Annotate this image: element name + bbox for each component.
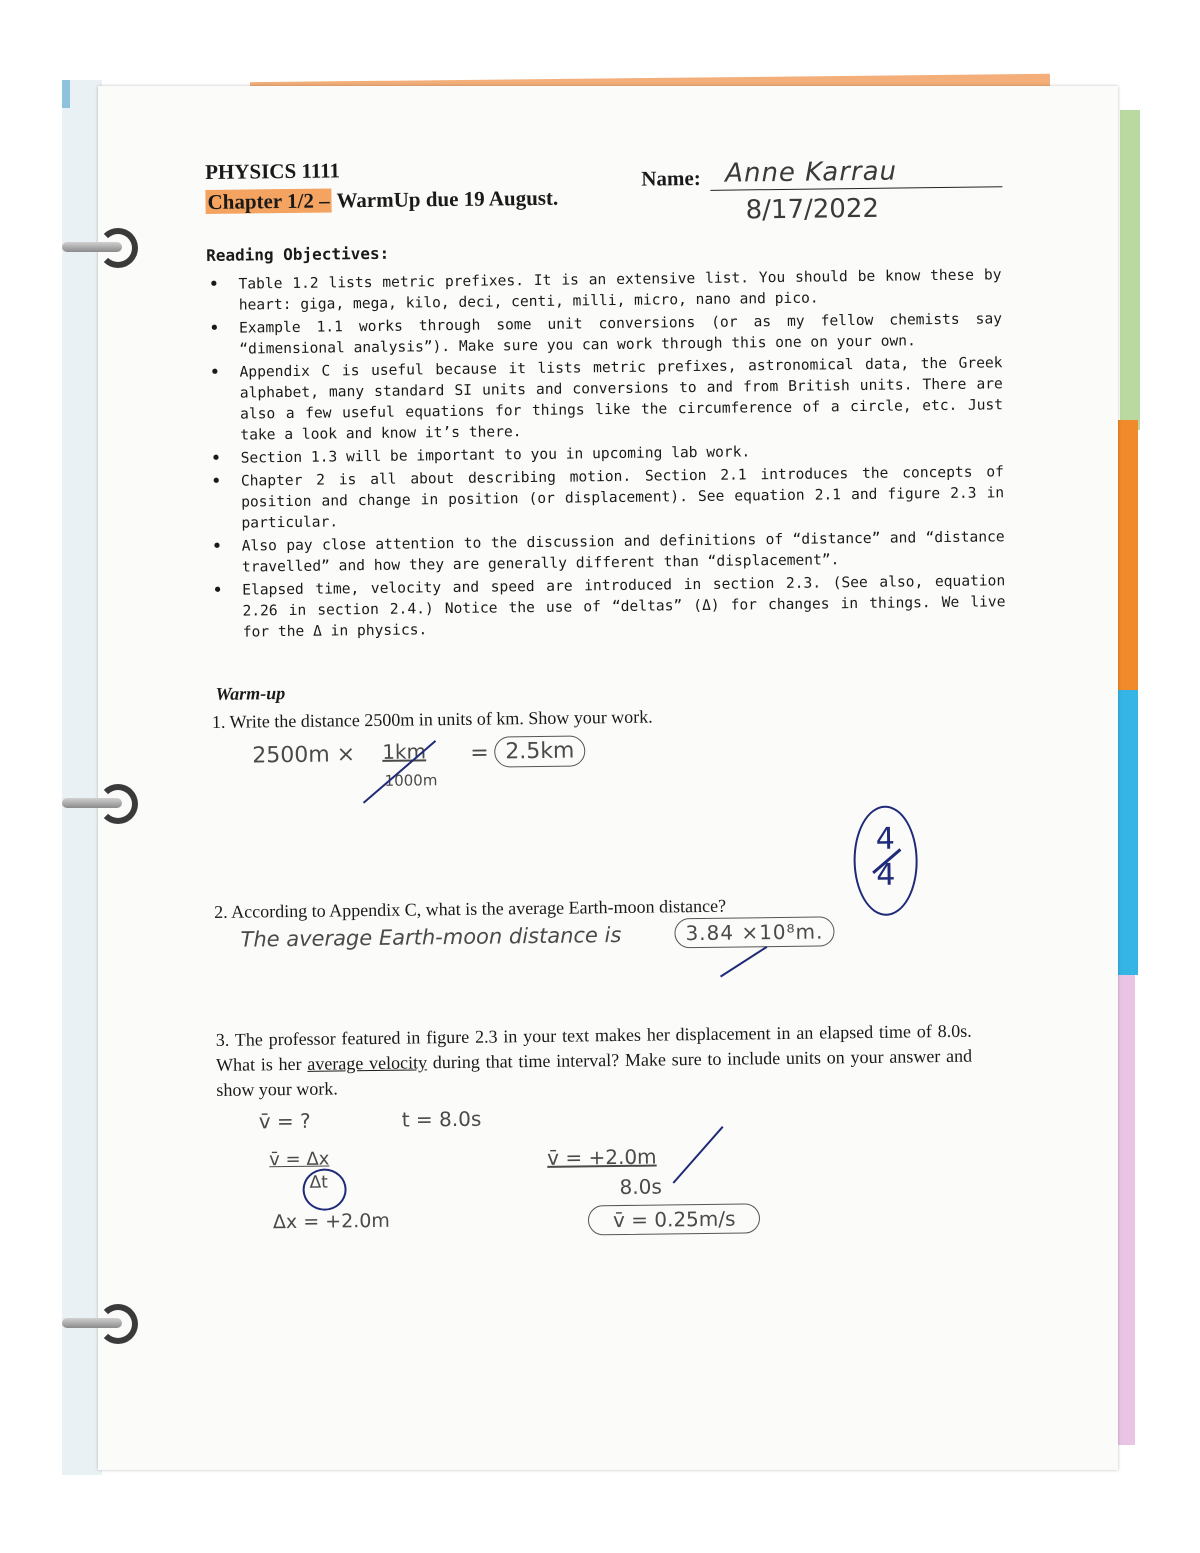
q1-work-given: 2500m × bbox=[252, 742, 356, 769]
binder-edge bbox=[62, 80, 102, 1475]
q3-work-formula-den: Δt bbox=[309, 1172, 328, 1193]
objective-item: • Chapter 2 is all about describing motion. Section 2.1 introduces the concepts of position and change in position (or displacement). See equation 2.1 and figure 2.3 in particular. bbox=[209, 461, 1005, 534]
binder-ring-icon bbox=[62, 226, 144, 274]
objective-item: • Example 1.1 works through some unit conversions (or as my fellow chemists say “dimensional analysis”). Make sure you can work through this one on your own. bbox=[207, 308, 1002, 360]
grade-bottom: 4 bbox=[876, 857, 896, 893]
name-label: Name: bbox=[641, 165, 701, 191]
question-3 bbox=[216, 1019, 973, 1103]
assignment-line bbox=[205, 186, 558, 215]
q3-work-sub-num: v̄ = +2.0m bbox=[547, 1144, 657, 1170]
objective-item: • Section 1.3 will be important to you in upcoming lab work. bbox=[209, 438, 1004, 469]
handwritten-date: 8/17/2022 bbox=[745, 193, 880, 226]
q1-work-numerator: 1km bbox=[382, 739, 427, 764]
q3-work-dx-given: Δx = +2.0m bbox=[272, 1209, 390, 1234]
q3-work-v-unknown: v̄ = ? bbox=[258, 1108, 311, 1134]
objective-item: • Table 1.2 lists metric prefixes. It is an extensive list. You should be know these by heart: giga, mega, kilo, deci, centi, milli, micro, nano and pico. bbox=[206, 264, 1001, 316]
q2-answer: 3.84 ×10⁸m. bbox=[674, 916, 834, 948]
q3-answer: v̄ = 0.25m/s bbox=[588, 1203, 761, 1235]
objective-item: • Appendix C is useful because it lists metric prefixes, astronomical data, the Greek alphabet, many standard SI units and conversions to and from British units. There are also a few useful equations for things like the circumference of a circle, etc. Just take a look and know it’s there. bbox=[207, 352, 1003, 446]
divider-tab-green bbox=[1120, 110, 1140, 430]
warmup-heading: Warm-up bbox=[215, 683, 286, 704]
binder-ring-icon bbox=[62, 782, 144, 830]
q3-work-sub-den: 8.0s bbox=[619, 1174, 662, 1200]
question-2: 2. According to Appendix C, what is the average Earth-moon distance? bbox=[214, 895, 727, 922]
q1-work-equals: = bbox=[470, 740, 489, 766]
objective-item: • Elapsed time, velocity and speed are introduced in section 2.3. (See also, equation 2.26 in section 2.4.) Notice the use of “deltas” (Δ) for changes in things. We live for the Δ in physics. bbox=[210, 570, 1006, 643]
binder-edge-blue bbox=[62, 80, 70, 108]
reading-objectives-heading: Reading Objectives: bbox=[206, 243, 390, 265]
chapter-highlight: Chapter 1/2 – bbox=[207, 188, 330, 214]
grade-top: 4 bbox=[875, 821, 896, 857]
q3-work-t-given: t = 8.0s bbox=[401, 1106, 482, 1132]
q1-work-denominator: 1000m bbox=[384, 771, 438, 790]
q3-work-formula-num: v̄ = Δx bbox=[269, 1148, 330, 1171]
course-title: PHYSICS 1111 bbox=[205, 158, 341, 184]
binder-ring-icon bbox=[62, 1302, 144, 1350]
assignment-due: WarmUp due 19 August. bbox=[336, 185, 559, 213]
question-3-underlined: average velocity bbox=[307, 1052, 428, 1074]
q1-answer: 2.5km bbox=[494, 735, 586, 767]
reading-objectives-list bbox=[206, 264, 1005, 645]
question-1: 1. Write the distance 2500m in units of km. Show your work. bbox=[211, 706, 653, 732]
handwritten-name: Anne Karrau bbox=[725, 156, 898, 189]
q2-work-sentence: The average Earth-moon distance is bbox=[240, 922, 622, 952]
objective-item: • Also pay close attention to the discussion and definitions of “distance” and “distance travelled” and how they are generally different than “displacement”. bbox=[210, 526, 1005, 578]
question-3-part2: during that time interval? Make sure to include units on your answer and show your work. bbox=[216, 1045, 973, 1100]
question-3-part1: 3. The professor featured in figure 2.3 in your text makes her displacement in an elapsed time of 8.0s. What is her bbox=[215, 1020, 972, 1075]
